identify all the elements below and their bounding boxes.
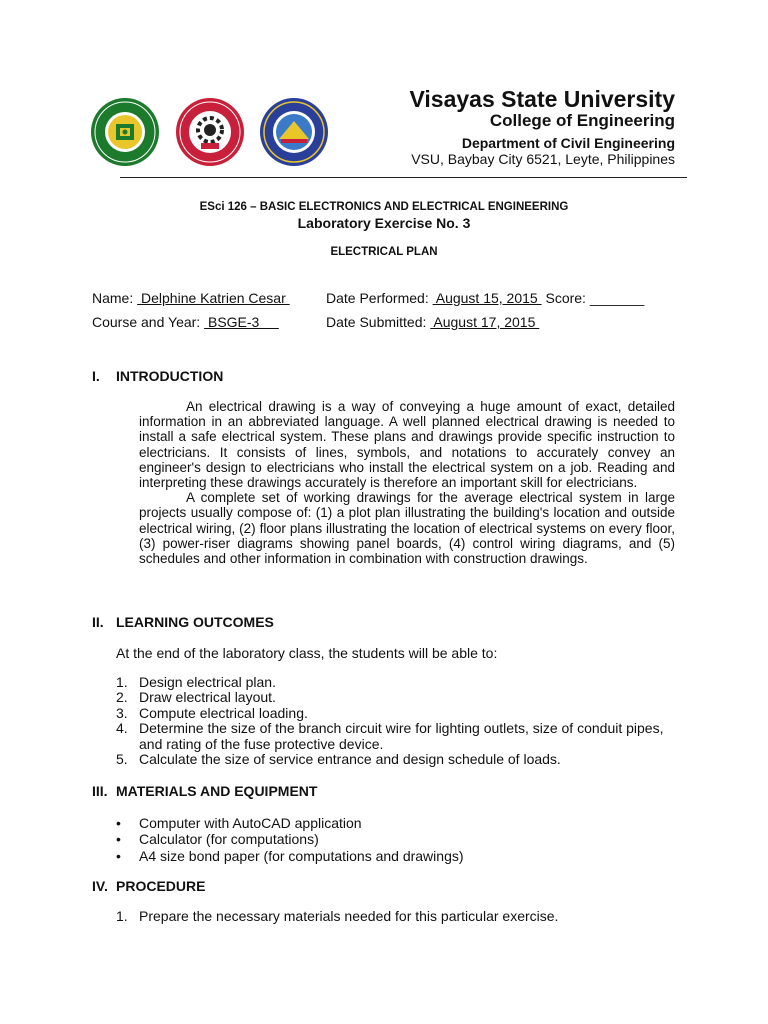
- introduction-body: [139, 399, 675, 566]
- lab-title: Laboratory Exercise No. 3: [297, 215, 471, 231]
- course-year-field: [92, 314, 279, 330]
- item-text: Compute electrical loading.: [139, 704, 308, 721]
- outcomes-list: [116, 675, 678, 767]
- name-field: [92, 290, 290, 306]
- section-number: II.: [92, 614, 104, 630]
- date-performed-field: [326, 290, 644, 306]
- section-title: INTRODUCTION: [116, 368, 224, 384]
- name-label: Name:: [92, 290, 134, 306]
- section-number: I.: [92, 368, 100, 384]
- materials-list: [116, 815, 464, 864]
- item-number: 2.: [116, 689, 128, 706]
- section-number: IV.: [92, 878, 108, 894]
- bullet-icon: •: [116, 815, 121, 831]
- course-title: ESci 126 – BASIC ELECTRONICS AND ELECTRICAL ENGINEERING: [199, 201, 569, 213]
- date-submitted-label: Date Submitted:: [326, 314, 427, 330]
- list-item: [116, 706, 678, 721]
- list-item: [116, 831, 464, 847]
- score-label: Score:: [545, 290, 586, 306]
- item-number: 3.: [116, 704, 128, 721]
- item-number: 4.: [116, 720, 128, 737]
- section-number: III.: [92, 783, 108, 799]
- college-name: College of Engineering: [489, 111, 675, 130]
- university-name: Visayas State University: [409, 86, 675, 112]
- section-title: LEARNING OUTCOMES: [116, 614, 274, 630]
- bullet-icon: •: [116, 847, 121, 864]
- item-text: Determine the size of the branch circuit wire for lighting outlets, size of conduit pipes, and rating of the fuse protective device.: [139, 720, 664, 752]
- item-text: A4 size bond paper (for computations and drawings): [139, 847, 464, 864]
- date-performed-label: Date Performed:: [326, 290, 429, 306]
- section-materials-heading: [92, 783, 317, 799]
- course-label: Course and Year:: [92, 314, 201, 330]
- topic-title: ELECTRICAL PLAN: [330, 246, 438, 258]
- intro-paragraph-1: An electrical drawing is a way of conveying a huge amount of exact, detailed information in an abbreviated language. A well planned electrical drawing is needed to install a safe electrical system. These plans and drawings provide specific instruction to electricians. It consists of lines, symbols, and notations to accurately convey an engineer's design to electricians who install the electrical system on a job. Reading and interpreting these drawings accurately is therefore an important skill for electricians.: [139, 399, 675, 491]
- name-value: Delphine Katrien Cesar: [137, 290, 290, 306]
- college-of-engineering-seal-logo: [175, 97, 245, 167]
- list-item: [116, 909, 678, 924]
- list-item: [116, 752, 678, 767]
- list-item: [116, 675, 678, 690]
- item-number: 1.: [116, 674, 128, 690]
- item-text: Prepare the necessary materials needed for this particular exercise.: [139, 908, 559, 924]
- item-text: Draw electrical layout.: [139, 689, 276, 706]
- university-address: VSU, Baybay City 6521, Leyte, Philippines: [411, 151, 675, 167]
- item-number: 1.: [116, 908, 128, 924]
- item-text: Computer with AutoCAD application: [139, 815, 362, 831]
- item-text: Design electrical plan.: [139, 674, 276, 690]
- intro-paragraph-2: A complete set of working drawings for the average electrical system in large projects usually compose of: (1) a plot plan illustrating the building's location and outside electrical wiring, (2) floor plans illustrating the location of electrical systems on every floor, (3) power-riser diagrams showing panel boards, (4) control wiring diagrams, and (5) schedules and other information in combination with construction drawings.: [139, 490, 675, 567]
- list-item: [116, 848, 464, 864]
- section-procedure-heading: [92, 878, 205, 894]
- item-text: Calculate the size of service entrance and design schedule of loads.: [139, 751, 561, 768]
- department-civil-engineering-seal-logo: [259, 97, 329, 167]
- list-item: [116, 690, 678, 705]
- procedure-list: [116, 909, 678, 924]
- course-value: BSGE-3: [204, 314, 279, 330]
- department-name: Department of Civil Engineering: [461, 135, 675, 151]
- vsu-seal-logo: [90, 97, 160, 167]
- outcomes-lead-text: At the end of the laboratory class, the students will be able to:: [116, 645, 498, 661]
- list-item: [116, 721, 678, 752]
- section-title: PROCEDURE: [116, 878, 206, 894]
- date-performed-value: August 15, 2015: [432, 290, 542, 306]
- item-text: Calculator (for computations): [139, 831, 319, 848]
- date-submitted-field: [326, 314, 539, 330]
- section-introduction-heading: [92, 368, 223, 384]
- section-learning-outcomes-heading: [92, 614, 274, 630]
- date-submitted-value: August 17, 2015: [430, 314, 540, 330]
- item-number: 5.: [116, 751, 128, 768]
- score-blank: _______: [589, 290, 645, 306]
- section-title: MATERIALS AND EQUIPMENT: [116, 783, 318, 799]
- header-divider: [120, 177, 687, 178]
- bullet-icon: •: [116, 831, 121, 848]
- list-item: [116, 815, 464, 831]
